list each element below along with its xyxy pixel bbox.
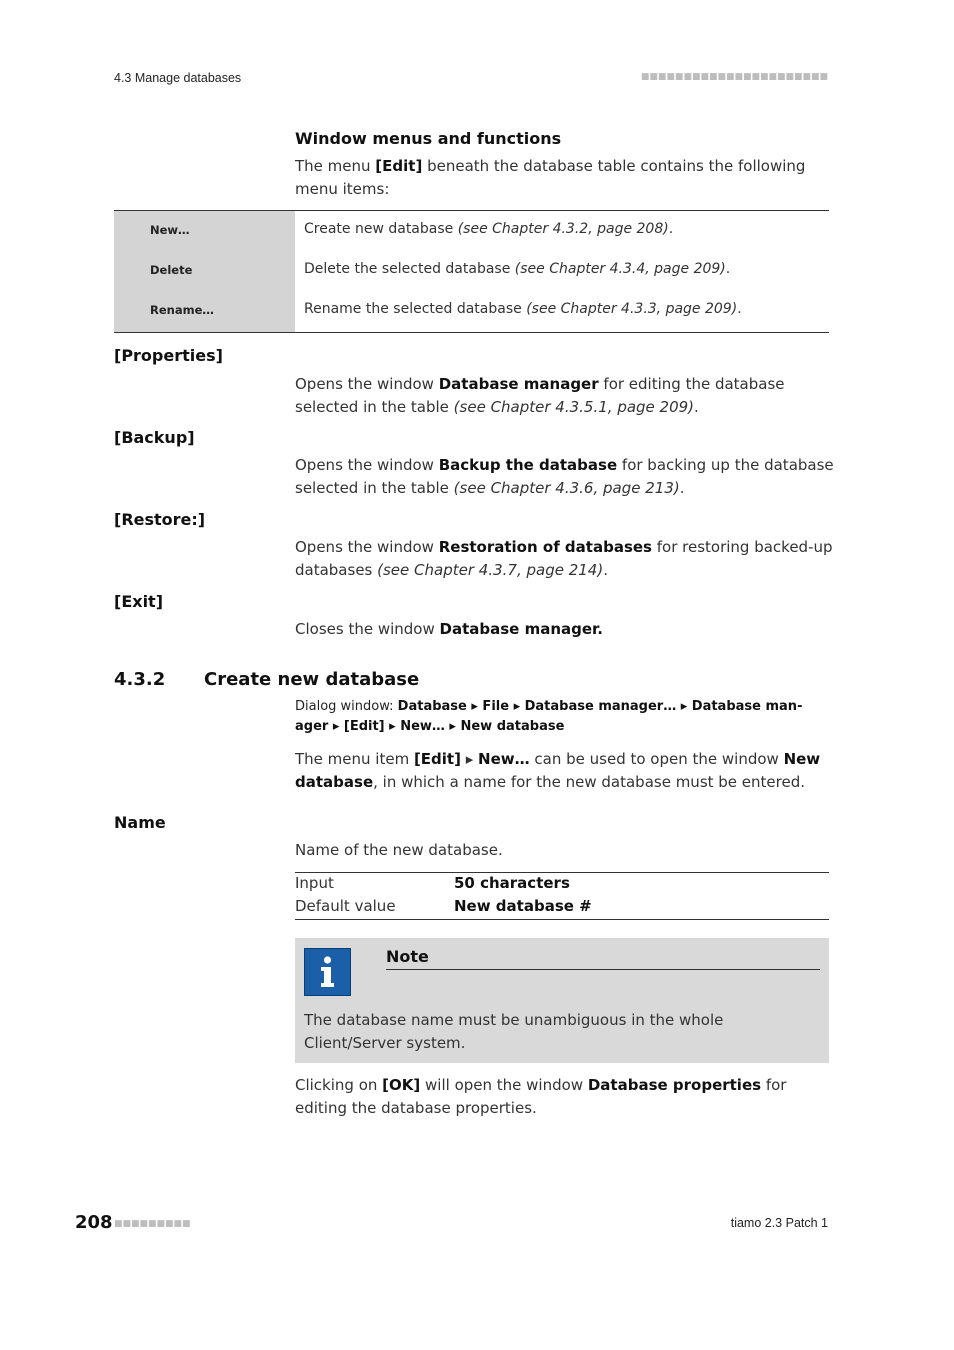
properties-description: Opens the window Database manager for editing the database selected in the table (see Chapter 4.3.5.1, page 209). — [295, 375, 785, 416]
note-title: Note — [386, 947, 429, 966]
param-key: Input — [295, 874, 334, 892]
menu-desc: Delete the selected database (see Chapter 4.3.4, page 209). — [304, 261, 731, 277]
name-param-table — [295, 872, 829, 920]
menu-key: New… — [150, 223, 190, 237]
param-value: New database # — [454, 897, 592, 915]
param-row-input — [295, 873, 829, 895]
name-param-label: Name — [114, 813, 166, 832]
product-name: tiamo 2.3 Patch 1 — [730, 1216, 828, 1230]
menu-key: Delete — [150, 263, 193, 277]
menu-row-delete — [114, 251, 829, 291]
section-number: 4.3.2 — [114, 669, 166, 690]
note-text: The database name must be unambiguous in the whole Client/Server system. — [304, 1011, 724, 1052]
properties-label: [Properties] — [114, 346, 223, 365]
name-param-description: Name of the new database. — [295, 841, 503, 859]
menu-desc: Rename the selected database (see Chapter 4.3.3, page 209). — [304, 301, 742, 317]
footer-decoration-dots: ■■■■■■■■■ — [114, 1219, 191, 1229]
section-title: Create new database — [204, 669, 420, 690]
exit-label: [Exit] — [114, 592, 164, 611]
exit-description: Closes the window Database manager. — [295, 620, 603, 638]
create-db-description: The menu item [Edit] ▸ New… can be used to open the window New database, in which a name for the new database must be entered. — [295, 750, 821, 791]
window-menus-intro: The menu [Edit] beneath the database table contains the following menu items: — [295, 157, 806, 198]
param-key: Default value — [295, 897, 396, 915]
window-menus-heading: Window menus and functions — [295, 129, 562, 148]
running-header-section: 4.3 Manage databases — [114, 71, 242, 85]
header-decoration-dots: ■■■■■■■■■■■■■■■■■■■■■■ — [640, 72, 828, 82]
closing-paragraph: Clicking on [OK] will open the window Database properties for editing the database properties. — [295, 1076, 787, 1117]
param-row-default — [295, 896, 829, 918]
menu-row-rename — [114, 291, 829, 331]
backup-label: [Backup] — [114, 428, 195, 447]
backup-description: Opens the window Backup the database for backing up the database selected in the table (see Chapter 4.3.6, page 213). — [295, 456, 834, 497]
page-number: 208 — [75, 1212, 113, 1233]
menu-desc: Create new database (see Chapter 4.3.2, page 208). — [304, 221, 674, 237]
note-divider — [386, 969, 820, 970]
edit-menu-table — [114, 210, 829, 333]
param-value: 50 characters — [454, 874, 570, 892]
restore-description: Opens the window Restoration of databases for restoring backed-up databases (see Chapter 4.3.7, page 214). — [295, 538, 833, 579]
menu-key: Rename… — [150, 303, 214, 317]
menu-row-new — [114, 211, 829, 251]
note-box — [295, 938, 829, 1063]
dialog-window-path: Dialog window: Database ▸ File ▸ Database manager… ▸ Database man- ager ▸ [Edit] ▸ New… ▸ New database — [295, 699, 803, 734]
info-icon — [304, 948, 351, 996]
restore-label: [Restore:] — [114, 510, 206, 529]
